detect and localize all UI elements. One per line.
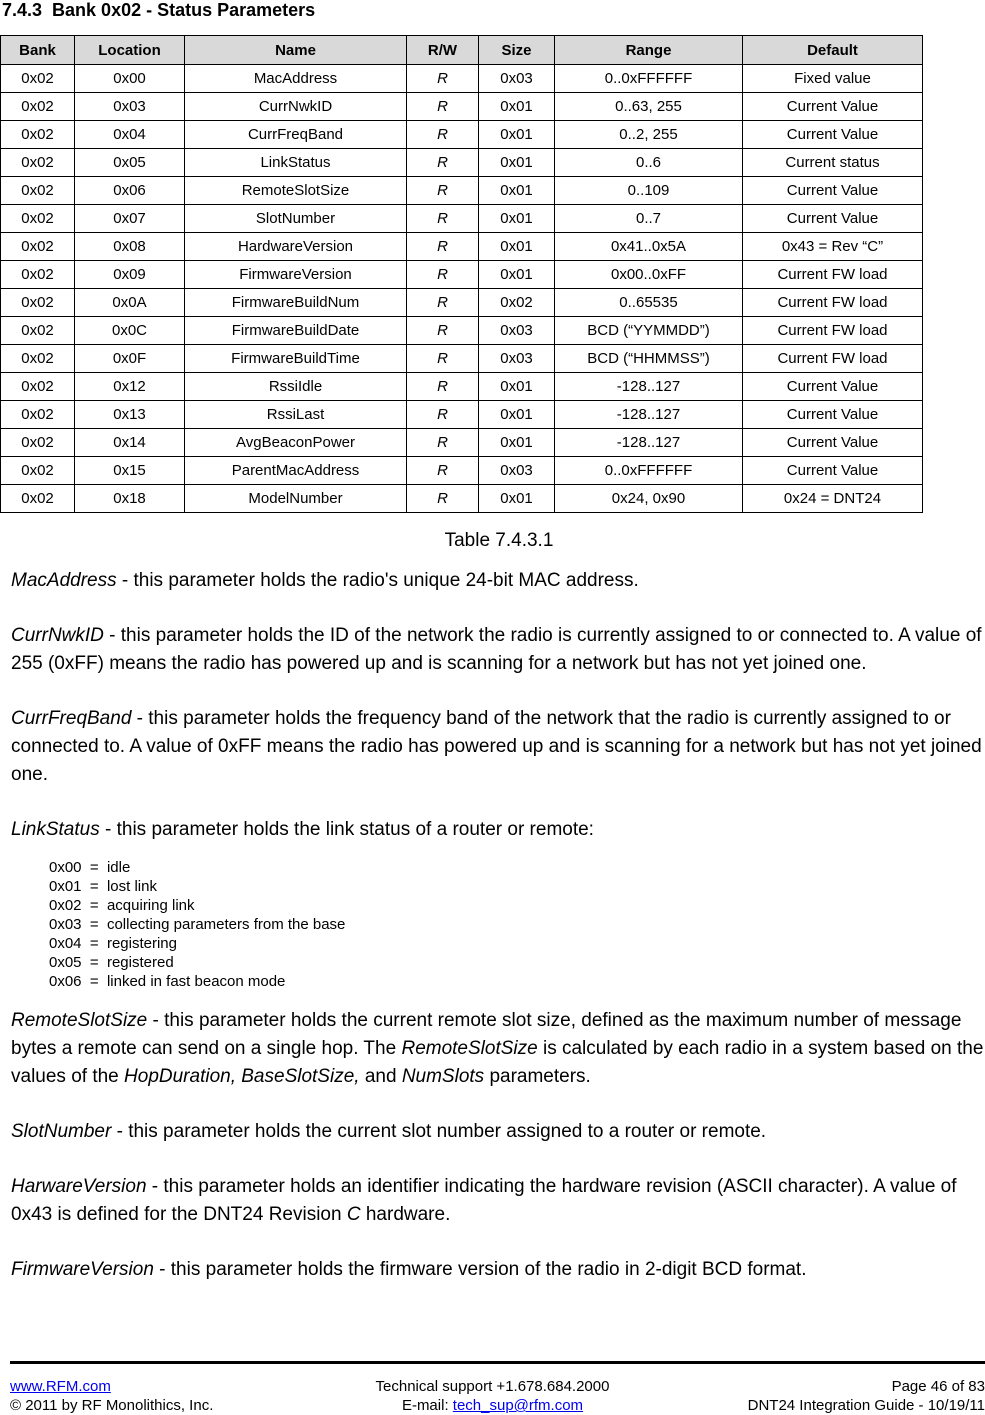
cell-location: 0x14: [75, 429, 185, 457]
cell-name: RemoteSlotSize: [185, 177, 407, 205]
cell-default: 0x24 = DNT24: [743, 485, 923, 513]
mac-address-text: - this parameter holds the radio's unique 24-bit MAC address.: [116, 570, 639, 591]
table-row: [1, 121, 923, 149]
cell-range: -128..127: [555, 401, 743, 429]
cell-rw: R: [407, 65, 479, 93]
list-item: 0x06 = linked in fast beacon mode: [49, 973, 286, 990]
cell-size: 0x01: [479, 429, 555, 457]
term-remote-slot-size: RemoteSlotSize: [11, 1010, 148, 1031]
list-item: 0x04 = registering: [49, 935, 177, 952]
cell-bank: 0x02: [1, 345, 75, 373]
cell-bank: 0x02: [1, 261, 75, 289]
email-link[interactable]: tech_sup@rfm.com: [452, 1397, 584, 1414]
term-revision-c: C: [346, 1204, 361, 1225]
table-caption: Table 7.4.3.1: [444, 530, 554, 551]
cell-default: Current Value: [743, 205, 923, 233]
cell-rw: R: [407, 149, 479, 177]
slot-number-paragraph: [11, 1118, 985, 1146]
table-row: [1, 485, 923, 513]
cell-location: 0x04: [75, 121, 185, 149]
cell-bank: 0x02: [1, 401, 75, 429]
cell-default: Current Value: [743, 457, 923, 485]
cell-range: 0..63, 255: [555, 93, 743, 121]
table-header-row: [1, 36, 923, 65]
cell-bank: 0x02: [1, 373, 75, 401]
cell-name: FirmwareBuildNum: [185, 289, 407, 317]
cell-location: 0x03: [75, 93, 185, 121]
cell-location: 0x08: [75, 233, 185, 261]
cell-range: 0x41..0x5A: [555, 233, 743, 261]
support-phone: Technical support +1.678.684.2000: [375, 1378, 610, 1395]
cell-range: 0..6: [555, 149, 743, 177]
table-row: [1, 149, 923, 177]
cell-range: 0..0xFFFFFF: [555, 457, 743, 485]
curr-nwk-id-text: - this parameter holds the ID of the network the radio is currently assigned to or connected to. A value of 255 (0xFF) means the radio has powered up and is scanning for a network but has not yet joined one.: [11, 625, 982, 674]
curr-nwk-id-paragraph: [11, 622, 985, 678]
header-bank: Bank: [1, 36, 75, 65]
cell-location: 0x0F: [75, 345, 185, 373]
cell-rw: R: [407, 373, 479, 401]
cell-size: 0x03: [479, 457, 555, 485]
cell-bank: 0x02: [1, 485, 75, 513]
cell-rw: R: [407, 93, 479, 121]
header-range: Range: [555, 36, 743, 65]
cell-default: Current Value: [743, 429, 923, 457]
cell-location: 0x07: [75, 205, 185, 233]
remote-slot-size-paragraph: [11, 1007, 985, 1091]
status-parameters-table: [0, 35, 923, 513]
table-row: [1, 177, 923, 205]
cell-bank: 0x02: [1, 429, 75, 457]
cell-name: MacAddress: [185, 65, 407, 93]
cell-name: RssiIdle: [185, 373, 407, 401]
cell-location: 0x15: [75, 457, 185, 485]
cell-range: 0..65535: [555, 289, 743, 317]
link-status-text: - this parameter holds the link status of a router or remote:: [99, 819, 594, 840]
cell-bank: 0x02: [1, 65, 75, 93]
cell-default: Current Value: [743, 93, 923, 121]
cell-bank: 0x02: [1, 205, 75, 233]
cell-rw: R: [407, 205, 479, 233]
firmware-version-text: - this parameter holds the firmware version of the radio in 2-digit BCD format.: [153, 1259, 807, 1280]
term-curr-nwk-id: CurrNwkID: [11, 625, 104, 646]
header-size: Size: [479, 36, 555, 65]
slot-number-text: - this parameter holds the current slot number assigned to a router or remote.: [111, 1121, 767, 1142]
footer-divider: [10, 1361, 985, 1364]
cell-default: Current Value: [743, 373, 923, 401]
remote-slot-size-text-1: - this parameter holds the current remote slot size, defined as the maximum number of message bytes a remote can send on a single hop. The: [11, 1010, 962, 1059]
cell-bank: 0x02: [1, 457, 75, 485]
table-row: [1, 205, 923, 233]
table-row: [1, 93, 923, 121]
list-item: 0x05 = registered: [49, 954, 174, 971]
cell-rw: R: [407, 457, 479, 485]
cell-rw: R: [407, 233, 479, 261]
cell-size: 0x01: [479, 233, 555, 261]
cell-default: Fixed value: [743, 65, 923, 93]
guide-title: DNT24 Integration Guide - 10/19/11: [747, 1397, 985, 1414]
hardware-version-text-1: - this parameter holds an identifier indicating the hardware revision (ASCII character). A value of 0x43 is defined for the DNT24 Revision: [11, 1176, 957, 1225]
cell-name: SlotNumber: [185, 205, 407, 233]
table-row: [1, 289, 923, 317]
cell-size: 0x01: [479, 485, 555, 513]
table-row: [1, 429, 923, 457]
term-mac-address: MacAddress: [11, 570, 117, 591]
section-heading: 7.4.3 Bank 0x02 - Status Parameters: [2, 0, 316, 20]
remote-slot-size-text-2: is calculated by each radio in a system based on the values of the: [11, 1038, 984, 1087]
cell-size: 0x01: [479, 401, 555, 429]
cell-size: 0x01: [479, 261, 555, 289]
cell-size: 0x01: [479, 205, 555, 233]
table-row: [1, 261, 923, 289]
cell-rw: R: [407, 121, 479, 149]
header-name: Name: [185, 36, 407, 65]
footer-right: [748, 1377, 985, 1415]
table-row: [1, 457, 923, 485]
list-item: 0x03 = collecting parameters from the base: [49, 916, 346, 933]
cell-rw: R: [407, 317, 479, 345]
cell-default: 0x43 = Rev “C”: [743, 233, 923, 261]
table-row: [1, 65, 923, 93]
cell-rw: R: [407, 429, 479, 457]
term-hardware-version: HarwareVersion: [11, 1176, 147, 1197]
term-firmware-version: FirmwareVersion: [11, 1259, 154, 1280]
list-item: 0x02 = acquiring link: [49, 897, 195, 914]
header-location: Location: [75, 36, 185, 65]
cell-range: BCD (“HHMMSS”): [555, 345, 743, 373]
cell-name: AvgBeaconPower: [185, 429, 407, 457]
cell-size: 0x01: [479, 177, 555, 205]
cell-range: -128..127: [555, 429, 743, 457]
copyright-text: © 2011 by RF Monolithics, Inc.: [10, 1397, 214, 1414]
cell-size: 0x02: [479, 289, 555, 317]
term-link-status: LinkStatus: [11, 819, 100, 840]
cell-name: HardwareVersion: [185, 233, 407, 261]
cell-bank: 0x02: [1, 93, 75, 121]
cell-default: Current FW load: [743, 261, 923, 289]
hardware-version-paragraph: [11, 1173, 985, 1229]
cell-range: 0..109: [555, 177, 743, 205]
cell-range: -128..127: [555, 373, 743, 401]
cell-bank: 0x02: [1, 317, 75, 345]
cell-default: Current FW load: [743, 317, 923, 345]
cell-range: 0..0xFFFFFF: [555, 65, 743, 93]
cell-name: CurrNwkID: [185, 93, 407, 121]
cell-name: RssiLast: [185, 401, 407, 429]
cell-name: FirmwareBuildDate: [185, 317, 407, 345]
cell-location: 0x0C: [75, 317, 185, 345]
website-link[interactable]: www.RFM.com: [10, 1378, 111, 1395]
remote-slot-size-text-3: and: [359, 1066, 402, 1087]
cell-bank: 0x02: [1, 149, 75, 177]
cell-default: Current Value: [743, 121, 923, 149]
page-number: Page 46 of 83: [891, 1378, 985, 1395]
table-row: [1, 401, 923, 429]
cell-name: ModelNumber: [185, 485, 407, 513]
cell-rw: R: [407, 289, 479, 317]
cell-range: 0x24, 0x90: [555, 485, 743, 513]
cell-name: LinkStatus: [185, 149, 407, 177]
cell-size: 0x01: [479, 121, 555, 149]
table-row: [1, 373, 923, 401]
parameter-descriptions: [11, 567, 985, 1311]
firmware-version-paragraph: [11, 1256, 985, 1284]
term-remote-slot-size-2: RemoteSlotSize: [401, 1038, 538, 1059]
cell-location: 0x13: [75, 401, 185, 429]
cell-location: 0x00: [75, 65, 185, 93]
cell-range: BCD (“YYMMDD”): [555, 317, 743, 345]
cell-location: 0x09: [75, 261, 185, 289]
curr-freq-band-paragraph: [11, 705, 985, 789]
cell-size: 0x03: [479, 65, 555, 93]
cell-bank: 0x02: [1, 177, 75, 205]
table-row: [1, 317, 923, 345]
cell-name: FirmwareBuildTime: [185, 345, 407, 373]
cell-location: 0x05: [75, 149, 185, 177]
cell-default: Current status: [743, 149, 923, 177]
cell-default: Current Value: [743, 401, 923, 429]
cell-range: 0..7: [555, 205, 743, 233]
cell-range: 0x00..0xFF: [555, 261, 743, 289]
cell-size: 0x01: [479, 149, 555, 177]
table-row: [1, 233, 923, 261]
link-status-paragraph: [11, 816, 985, 844]
cell-bank: 0x02: [1, 233, 75, 261]
cell-size: 0x01: [479, 93, 555, 121]
cell-rw: R: [407, 345, 479, 373]
cell-bank: 0x02: [1, 289, 75, 317]
cell-name: CurrFreqBand: [185, 121, 407, 149]
cell-default: Current FW load: [743, 289, 923, 317]
hardware-version-text-2: hardware.: [360, 1204, 451, 1225]
term-slot-number: SlotNumber: [11, 1121, 112, 1142]
curr-freq-band-text: - this parameter holds the frequency band of the network that the radio is currently assigned to or connected to. A value of 0xFF means the radio has powered up and is scanning for a network but has not yet joined one.: [11, 708, 982, 785]
remote-slot-size-text-4: parameters.: [484, 1066, 591, 1087]
list-item: 0x00 = idle: [49, 859, 131, 876]
cell-bank: 0x02: [1, 121, 75, 149]
list-item: 0x01 = lost link: [49, 878, 157, 895]
cell-size: 0x01: [479, 373, 555, 401]
cell-location: 0x18: [75, 485, 185, 513]
cell-name: ParentMacAddress: [185, 457, 407, 485]
cell-size: 0x03: [479, 317, 555, 345]
mac-address-paragraph: [11, 567, 985, 595]
cell-size: 0x03: [479, 345, 555, 373]
cell-rw: R: [407, 177, 479, 205]
term-num-slots: NumSlots: [401, 1066, 485, 1087]
cell-range: 0..2, 255: [555, 121, 743, 149]
email-label: E-mail:: [401, 1397, 453, 1414]
link-status-list: [49, 858, 985, 991]
cell-rw: R: [407, 401, 479, 429]
cell-location: 0x06: [75, 177, 185, 205]
header-rw: R/W: [407, 36, 479, 65]
cell-location: 0x12: [75, 373, 185, 401]
header-default: Default: [743, 36, 923, 65]
cell-default: Current FW load: [743, 345, 923, 373]
cell-default: Current Value: [743, 177, 923, 205]
cell-rw: R: [407, 485, 479, 513]
table-row: [1, 345, 923, 373]
term-curr-freq-band: CurrFreqBand: [11, 708, 132, 729]
term-hop-params: HopDuration, BaseSlotSize,: [124, 1066, 360, 1087]
cell-location: 0x0A: [75, 289, 185, 317]
cell-name: FirmwareVersion: [185, 261, 407, 289]
cell-rw: R: [407, 261, 479, 289]
